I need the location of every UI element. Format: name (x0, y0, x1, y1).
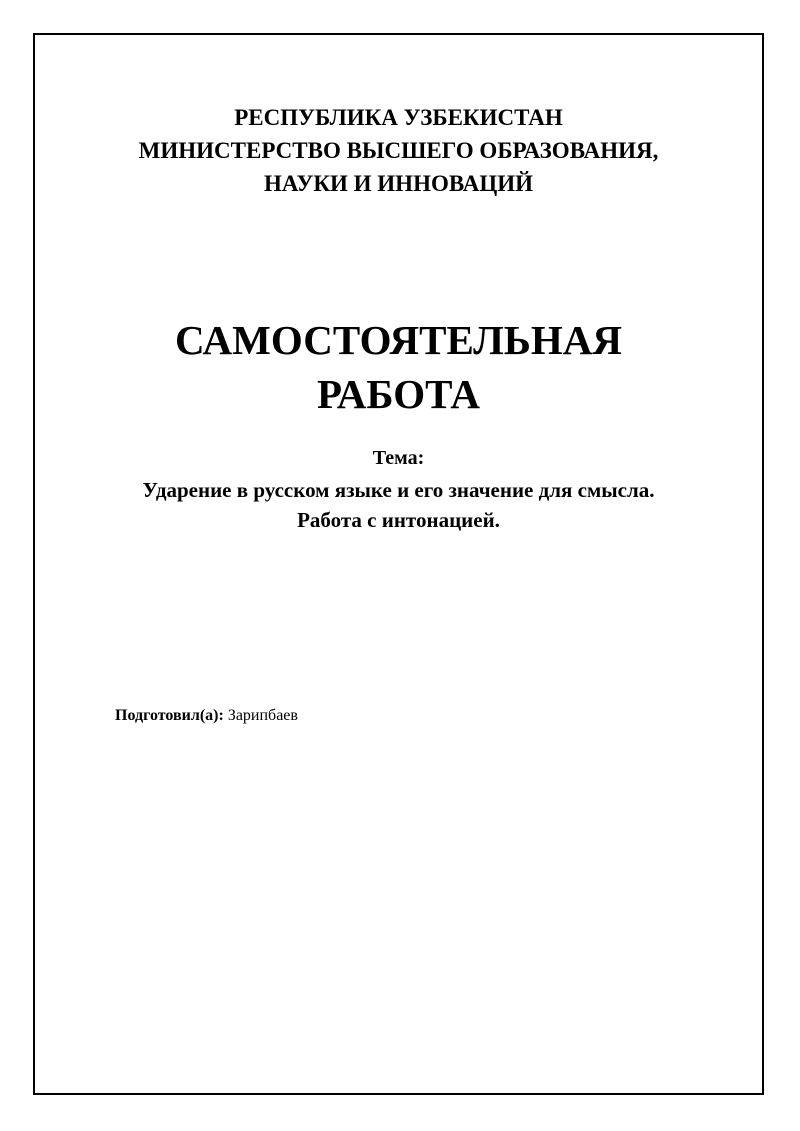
author-label: Подготовил(а): (115, 707, 224, 724)
document-title (35, 313, 762, 421)
page-border (33, 33, 764, 1095)
author-line (115, 705, 298, 727)
topic-label: Тема: (372, 447, 425, 469)
header-country: РЕСПУБЛИКА УЗБЕКИСТАН (234, 105, 563, 130)
title-line-2: РАБОТА (316, 371, 481, 417)
title-line-1: САМОСТОЯТЕЛЬНАЯ (174, 317, 623, 363)
header-ministry: МИНИСТЕРСТВО ВЫСШЕГО ОБРАЗОВАНИЯ, (138, 138, 659, 163)
institution-header (35, 101, 762, 200)
topic-block (35, 443, 762, 535)
topic-line-1: Ударение в русском языке и его значение для смысла. (142, 478, 655, 502)
topic-line-2: Работа с интонацией. (297, 508, 500, 532)
author-name: Зарипбаев (227, 707, 298, 724)
header-ministry-continued: НАУКИ И ИННОВАЦИЙ (263, 171, 534, 196)
